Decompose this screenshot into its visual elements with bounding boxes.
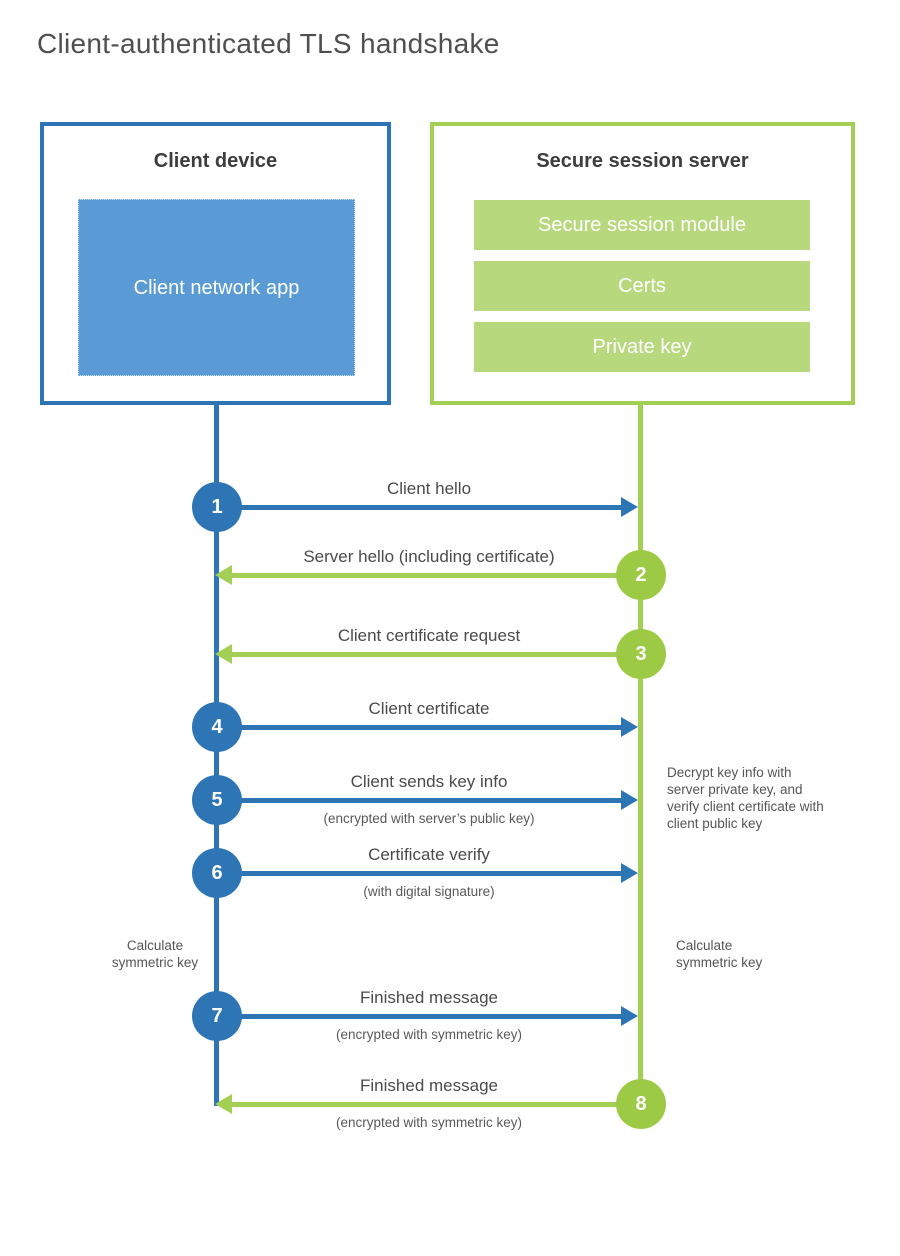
calculate-symmetric-key-client-note: Calculate symmetric key: [111, 938, 199, 970]
step-7: [0, 988, 900, 1042]
step-badge: 8: [616, 1079, 666, 1129]
page-title: Client-authenticated TLS handshake: [37, 28, 500, 59]
arrow-left-icon: [215, 1094, 232, 1114]
arrow-line: [217, 505, 621, 510]
message-label: Client certificate: [368, 699, 490, 718]
message-label: Certificate verify: [368, 845, 490, 864]
step-badge: 5: [192, 775, 242, 825]
step-badge: 6: [192, 848, 242, 898]
step-3: [0, 626, 900, 679]
step-badge: 1: [192, 482, 242, 532]
step-2: [0, 547, 900, 600]
step-badge: 2: [616, 550, 666, 600]
message-label: Client sends key info: [350, 772, 508, 791]
step-badge: 7: [192, 991, 242, 1041]
message-sublabel: (with digital signature): [363, 884, 495, 899]
step-6: [0, 845, 900, 899]
arrow-right-icon: [621, 717, 638, 737]
server-module-certs: Certs: [474, 261, 810, 311]
arrow-line: [232, 1102, 641, 1107]
arrow-line: [217, 1014, 621, 1019]
message-label: Finished message: [360, 1076, 498, 1095]
client-network-app-box: [78, 199, 355, 376]
message-sublabel: (encrypted with symmetric key): [335, 1115, 523, 1130]
arrow-left-icon: [215, 565, 232, 585]
client-device-title: Client device: [153, 150, 278, 172]
calculate-symmetric-key-server-note: Calculate symmetric key: [676, 938, 763, 970]
client-network-app-label: Client network app: [133, 276, 300, 299]
step-badge: 4: [192, 702, 242, 752]
arrow-right-icon: [621, 1006, 638, 1026]
arrow-right-icon: [621, 863, 638, 883]
message-label: Server hello (including certificate): [303, 547, 555, 566]
message-sublabel: (encrypted with server’s public key): [323, 811, 535, 826]
server-module-private-key: Private key: [474, 322, 810, 372]
server-decrypt-note: Decrypt key info with server private key, and verify client certificate with client public key: [667, 765, 824, 831]
arrow-right-icon: [621, 790, 638, 810]
message-sublabel: (encrypted with symmetric key): [335, 1027, 523, 1042]
arrow-right-icon: [621, 497, 638, 517]
arrow-line: [217, 725, 621, 730]
step-8: [0, 1076, 900, 1130]
arrow-line: [232, 652, 641, 657]
message-label: Client hello: [386, 479, 472, 498]
arrow-line: [232, 573, 641, 578]
step-badge: 3: [616, 629, 666, 679]
arrow-line: [217, 871, 621, 876]
message-label: Client certificate request: [337, 626, 521, 645]
server-module-secure-session-module: Secure session module: [474, 200, 810, 250]
step-4: [0, 699, 900, 752]
arrow-left-icon: [215, 644, 232, 664]
arrow-line: [217, 798, 621, 803]
secure-session-server-title: Secure session server: [536, 150, 749, 172]
step-1: [0, 479, 900, 532]
message-label: Finished message: [360, 988, 498, 1007]
